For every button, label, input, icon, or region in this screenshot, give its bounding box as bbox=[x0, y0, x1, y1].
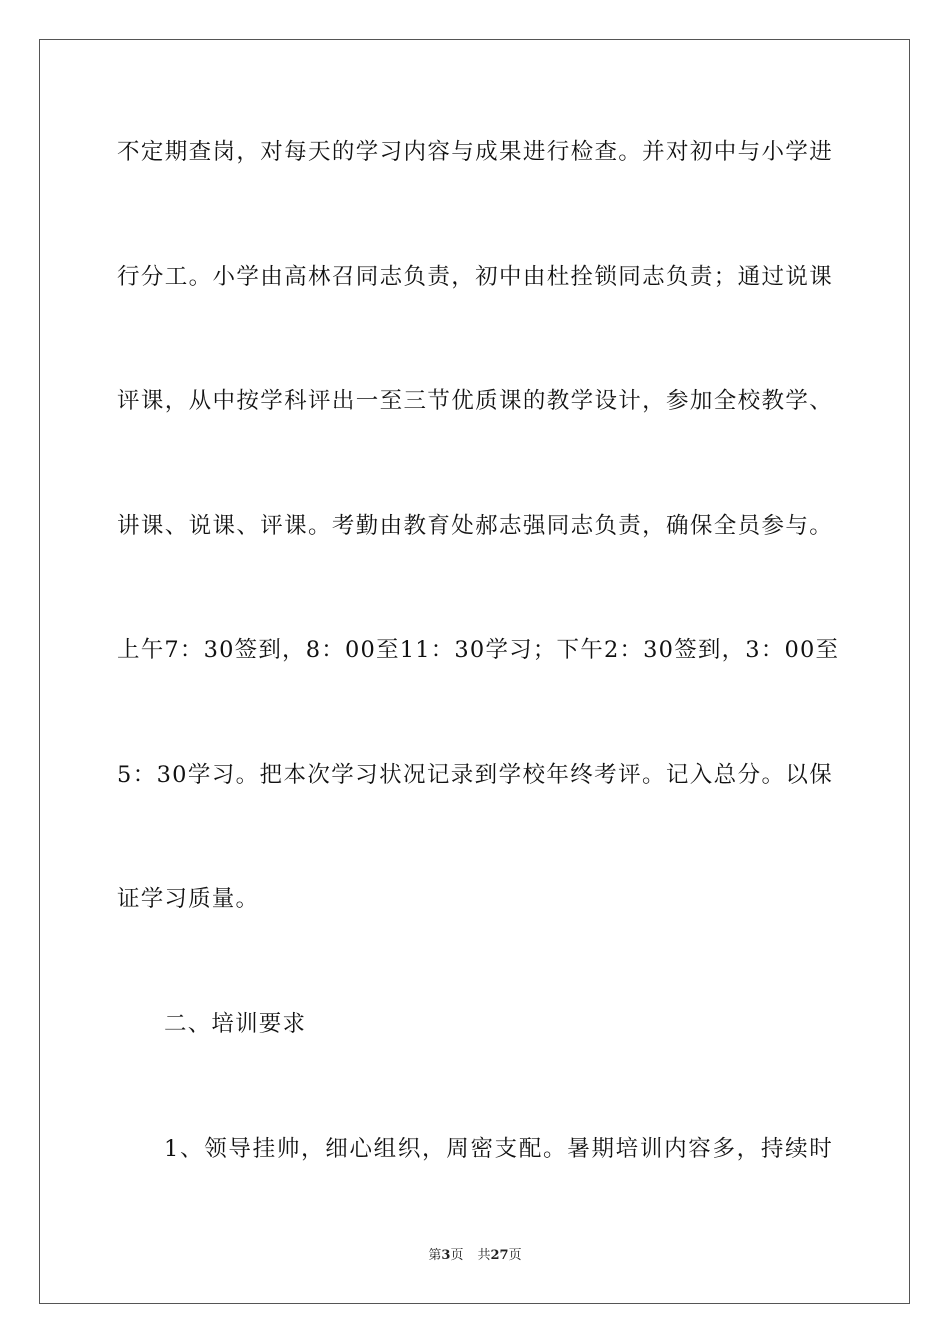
body-line-4: 讲课、说课、评课。考勤由教育处郝志强同志负责，确保全员参与。 bbox=[117, 513, 833, 539]
footer-page-number: 3 bbox=[441, 1248, 451, 1263]
body-line-5: 上午7：30签到，8：00至11：30学习；下午2：30签到，3：00至 bbox=[117, 637, 840, 663]
footer-total-suffix: 页 bbox=[508, 1248, 522, 1263]
body-line-3: 评课，从中按学科评出一至三节优质课的教学设计，参加全校教学、 bbox=[117, 388, 833, 414]
section-heading: 二、培训要求 bbox=[164, 1011, 307, 1037]
body-line-2: 行分工。小学由高林召同志负责，初中由杜拴锁同志负责；通过说课 bbox=[117, 264, 833, 290]
body-line-7: 证学习质量。 bbox=[117, 886, 260, 912]
body-line-6: 5：30学习。把本次学习状况记录到学校年终考评。记入总分。以保 bbox=[117, 762, 833, 788]
page-footer bbox=[0, 1247, 950, 1265]
list-item-1: 1、领导挂帅，细心组织，周密支配。暑期培训内容多，持续时 bbox=[164, 1136, 833, 1162]
footer-page-prefix: 第 bbox=[428, 1248, 442, 1263]
footer-total-prefix: 共 bbox=[477, 1248, 491, 1263]
footer-total-pages: 27 bbox=[490, 1248, 509, 1263]
footer-page-suffix: 页 bbox=[450, 1248, 464, 1263]
page-border bbox=[39, 39, 910, 1304]
body-line-1: 不定期查岗，对每天的学习内容与成果进行检查。并对初中与小学进 bbox=[117, 139, 833, 165]
